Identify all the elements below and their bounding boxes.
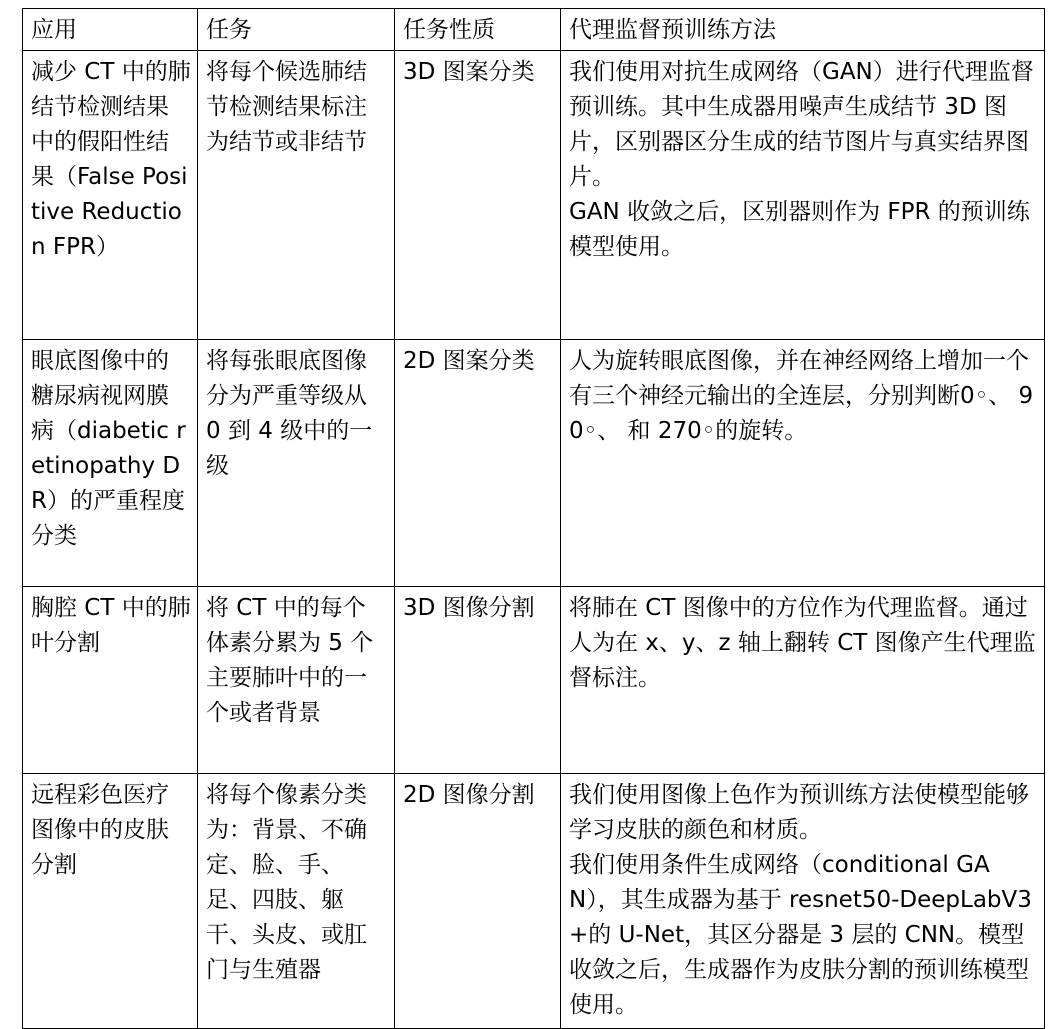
cell-task: 将每个像素分类为：背景、不确定、脸、手、足、四肢、躯干、头皮、或肛门与生殖器 bbox=[198, 774, 395, 1029]
header-method: 代理监督预训练方法 bbox=[561, 9, 1045, 51]
cell-application: 胸腔 CT 中的肺叶分割 bbox=[23, 587, 198, 774]
cell-task: 将每个候选肺结节检测结果标注为结节或非结节 bbox=[198, 51, 395, 340]
table-header-row bbox=[23, 9, 1045, 51]
cell-nature: 2D 图案分类 bbox=[395, 340, 561, 587]
method-paragraph: 将肺在 CT 图像中的方位作为代理监督。通过人为在 x、y、z 轴上翻转 CT 图像产生代理监督标注。 bbox=[569, 595, 1036, 691]
methods-table bbox=[22, 8, 1045, 1029]
method-paragraph: 人为旋转眼底图像，并在神经网络上增加一个有三个神经元输出的全连层，分别判断0◦、 90◦、 和 270◦的旋转。 bbox=[569, 348, 1034, 444]
table-row bbox=[23, 51, 1045, 340]
method-paragraph: GAN 收敛之后，区别器则作为 FPR 的预训练模型使用。 bbox=[569, 199, 1030, 260]
table-row bbox=[23, 340, 1045, 587]
cell-method bbox=[561, 587, 1045, 774]
cell-task: 将每张眼底图像分为严重等级从 0 到 4 级中的一级 bbox=[198, 340, 395, 587]
cell-nature: 3D 图像分割 bbox=[395, 587, 561, 774]
header-task: 任务 bbox=[198, 9, 395, 51]
cell-method bbox=[561, 51, 1045, 340]
cell-application: 减少 CT 中的肺结节检测结果中的假阳性结果（False Positive Reduction FPR） bbox=[23, 51, 198, 340]
cell-application: 远程彩色医疗图像中的皮肤分割 bbox=[23, 774, 198, 1029]
cell-nature: 2D 图像分割 bbox=[395, 774, 561, 1029]
cell-method bbox=[561, 774, 1045, 1029]
cell-method bbox=[561, 340, 1045, 587]
method-paragraph: 我们使用图像上色作为预训练方法使模型能够学习皮肤的颜色和材质。 bbox=[569, 782, 1029, 843]
table-row bbox=[23, 587, 1045, 774]
method-paragraph: 我们使用条件生成网络（conditional GAN），其生成器为基于 resnet50-DeepLabV3+的 U-Net，其区分器是 3 层的 CNN。模型收敛之后，生成器作为皮肤分割的预训练模型使用。 bbox=[569, 852, 1032, 1018]
method-paragraph: 我们使用对抗生成网络（GAN）进行代理监督预训练。其中生成器用噪声生成结节 3D 图片，区别器区分生成的结节图片与真实结界图片。 bbox=[569, 59, 1034, 190]
cell-task: 将 CT 中的每个体素分累为 5 个主要肺叶中的一个或者背景 bbox=[198, 587, 395, 774]
table-row bbox=[23, 774, 1045, 1029]
header-nature: 任务性质 bbox=[395, 9, 561, 51]
header-application: 应用 bbox=[23, 9, 198, 51]
cell-application: 眼底图像中的糖尿病视网膜病（diabetic retinopathy DR）的严重程度分类 bbox=[23, 340, 198, 587]
cell-nature: 3D 图案分类 bbox=[395, 51, 561, 340]
